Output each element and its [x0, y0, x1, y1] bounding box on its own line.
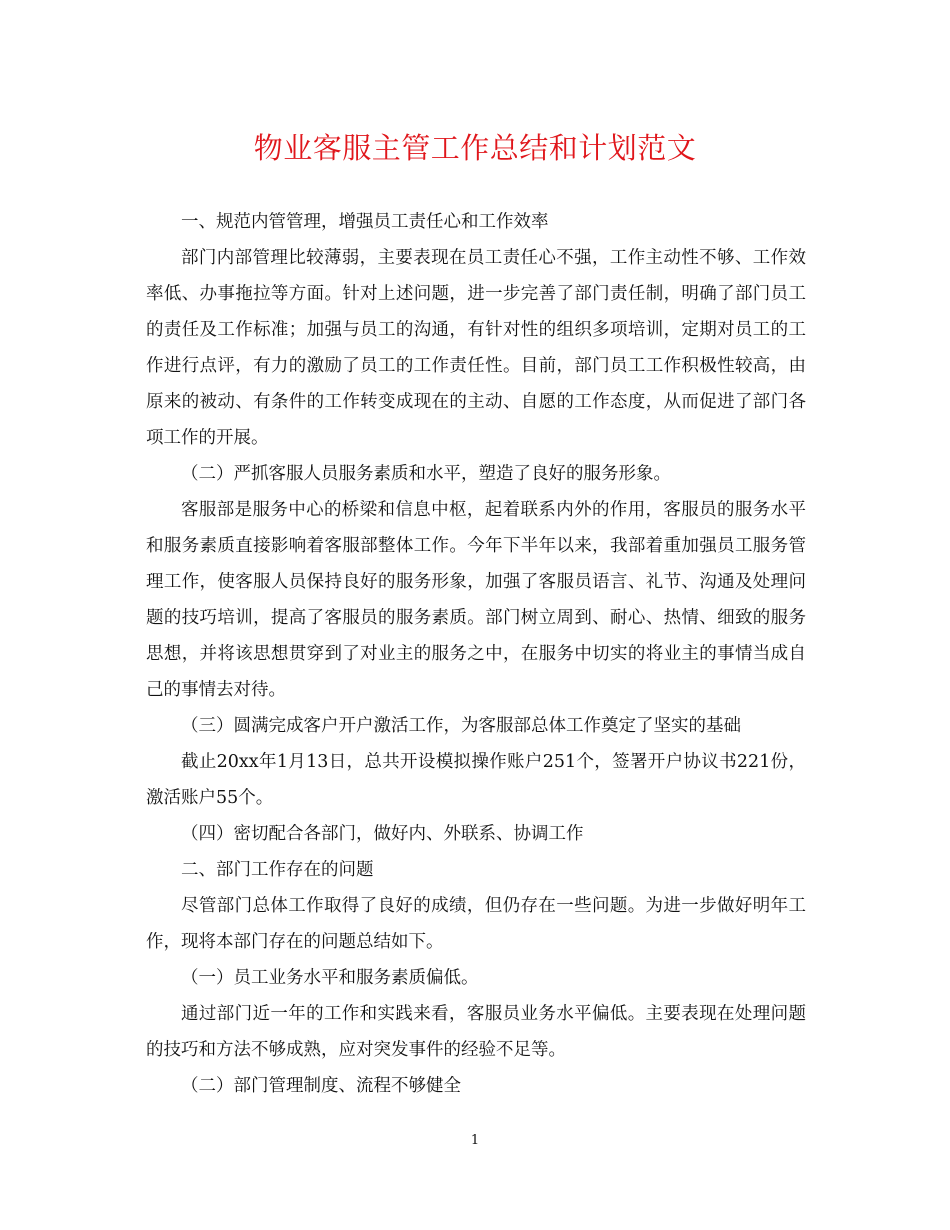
subsection-heading: （四）密切配合各部门，做好内、外联系、协调工作 [181, 824, 584, 844]
paragraph: 尽管部门总体工作取得了良好的成绩，但仍存在一些问题。为进一步做好明年工作，现将本部门存在的问题总结如下。 [146, 896, 806, 952]
subsection-heading: （二）严抓客服人员服务素质和水平，塑造了良好的服务形象。 [181, 464, 671, 484]
paragraph: 部门内部管理比较薄弱，主要表现在员工责任心不强，工作主动性不够、工作效率低、办事拖拉等方面。针对上述问题，进一步完善了部门责任制，明确了部门员工的责任及工作标准；加强与员工的沟通，有针对性的组织多项培训，定期对员工的工作进行点评，有力的激励了员工的工作责任性。目前，部门员工工作积极性较高，由原来的被动、有条件的工作转变成现在的主动、自愿的工作态度，从而促进了部门各项工作的开展。 [146, 248, 806, 448]
subsection-heading: （三）圆满完成客户开户激活工作，为客服部总体工作奠定了坚实的基础 [181, 716, 741, 736]
page-number: 1 [470, 1133, 480, 1148]
paragraph: 客服部是服务中心的桥梁和信息中枢，起着联系内外的作用，客服员的服务水平和服务素质直接影响着客服部整体工作。今年下半年以来，我部着重加强员工服务管理工作，使客服人员保持良好的服务形象，加强了客服员语言、礼节、沟通及处理问题的技巧培训，提高了客服员的服务素质。部门树立周到、耐心、热情、细致的服务思想，并将该思想贯穿到了对业主的服务之中，在服务中切实的将业主的事情当成自己的事情去对待。 [146, 500, 806, 700]
section-heading-1: 一、规范内管管理，增强员工责任心和工作效率 [181, 212, 549, 232]
document-title: 物业客服主管工作总结和计划范文 [253, 131, 697, 165]
paragraph: 截止20xx年1月13日，总共开设模拟操作账户251个，签署开户协议书221份，激活账户55个。 [146, 752, 806, 808]
subsection-heading: （二）部门管理制度、流程不够健全 [181, 1076, 461, 1096]
section-heading-2: 二、部门工作存在的问题 [181, 860, 374, 880]
document-body [146, 204, 806, 1104]
subsection-heading: （一）员工业务水平和服务素质偏低。 [181, 968, 479, 988]
paragraph: 通过部门近一年的工作和实践来看，客服员业务水平偏低。主要表现在处理问题的技巧和方法不够成熟，应对突发事件的经验不足等。 [146, 1004, 806, 1060]
